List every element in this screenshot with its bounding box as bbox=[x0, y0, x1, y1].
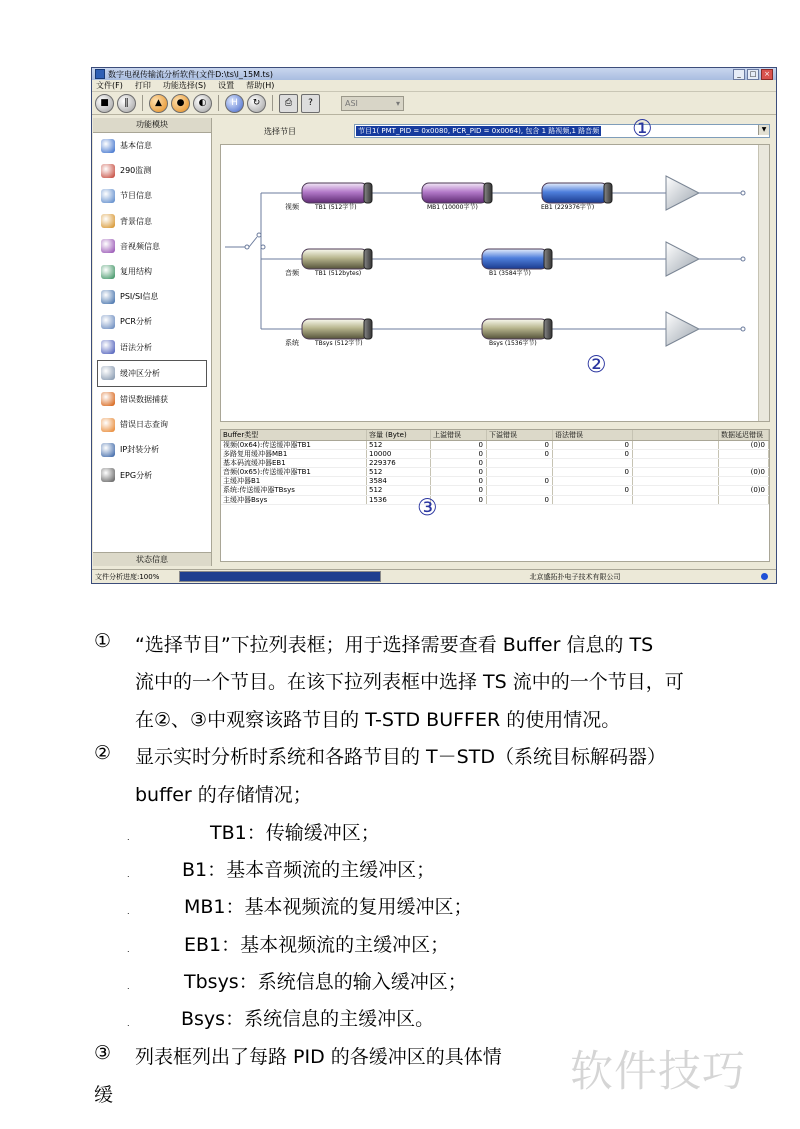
marker-1: ① bbox=[632, 116, 653, 142]
info-icon bbox=[101, 139, 115, 153]
table-cell: 主缓冲器B1 bbox=[221, 477, 367, 485]
item-marker: ② bbox=[94, 742, 112, 764]
table-cell: 0 bbox=[431, 468, 487, 476]
sidebar-item-label: 错误数据捕获 bbox=[120, 394, 168, 404]
definition-line: MB1：基本视频流的复用缓冲区； bbox=[184, 896, 473, 918]
interface-select[interactable]: ASI ▾ bbox=[341, 96, 404, 111]
pcr-icon bbox=[101, 315, 115, 329]
path-label: 音频 bbox=[285, 269, 299, 277]
buffer-label: TB1 (512bytes) bbox=[315, 270, 362, 277]
audio-decoder-icon bbox=[666, 242, 699, 276]
toolbar bbox=[92, 92, 776, 115]
paragraph-line: 流中的一个节目。在该下拉列表框中选择 TS 流中的一个节目，可 bbox=[135, 671, 684, 693]
buffer-label: TB1 (512字节) bbox=[315, 204, 357, 211]
table-cell bbox=[553, 496, 633, 504]
table-cell bbox=[633, 468, 719, 476]
sidebar-item-label: 基本信息 bbox=[120, 141, 152, 151]
syntax-icon bbox=[101, 340, 115, 354]
buffer-cap bbox=[364, 249, 372, 269]
menu-function[interactable]: 功能选择(S) bbox=[162, 81, 207, 90]
sidebar-header: 功能模块 bbox=[93, 118, 211, 133]
background-icon bbox=[101, 214, 115, 228]
sidebar-item-label: 复用结构 bbox=[120, 267, 152, 277]
buffer-diagram bbox=[220, 144, 770, 422]
buffer-label: MB1 (10000字节) bbox=[427, 204, 478, 211]
switch-line bbox=[249, 237, 257, 247]
title-bar bbox=[92, 68, 776, 80]
program-select-value: 节目1( PMT_PID = 0x0080, PCR_PID = 0x0064), 包含 1 路视频,1 路音频 bbox=[358, 127, 600, 135]
buffer-diagram-canvas bbox=[221, 145, 769, 421]
minimize-button[interactable]: _ bbox=[733, 69, 745, 80]
table-cell bbox=[487, 486, 553, 494]
table-row[interactable] bbox=[221, 477, 769, 486]
switch-node bbox=[257, 233, 261, 237]
menu-bar bbox=[92, 80, 776, 92]
buffer-cap bbox=[604, 183, 612, 203]
function-sidebar bbox=[93, 118, 212, 566]
table-cell: (0)0 bbox=[719, 486, 769, 494]
paragraph-line: 在②、③中观察该路节目的 T-STD BUFFER 的使用情况。 bbox=[135, 709, 621, 731]
sidebar-item[interactable] bbox=[93, 284, 211, 309]
table-cell: 视频(0x64):传送缓冲器TB1 bbox=[221, 441, 367, 449]
table-cell: 0 bbox=[487, 441, 553, 449]
video-decoder-icon bbox=[666, 176, 699, 210]
sidebar-item-label: 错误日志查询 bbox=[120, 420, 168, 430]
help-icon[interactable]: ? bbox=[301, 94, 320, 113]
switch-node bbox=[245, 245, 249, 249]
table-cell: 0 bbox=[553, 486, 633, 494]
settings-icon[interactable]: ◐ bbox=[193, 94, 212, 113]
table-cell: 0 bbox=[487, 450, 553, 458]
bullet: . bbox=[127, 945, 130, 954]
paragraph-line: 列表框列出了每路 PID 的各缓冲区的具体情 bbox=[135, 1046, 502, 1068]
path-label: 系统 bbox=[285, 339, 299, 347]
record-icon[interactable]: ● bbox=[171, 94, 190, 113]
sidebar-item-label: PCR分析 bbox=[120, 317, 152, 327]
buffer-label: B1 (3584字节) bbox=[489, 270, 531, 277]
mux-icon bbox=[101, 265, 115, 279]
marker-3: ③ bbox=[417, 495, 438, 521]
hex-view-icon[interactable]: H bbox=[225, 94, 244, 113]
definition-line: EB1：基本视频流的主缓冲区； bbox=[184, 934, 450, 956]
log-icon bbox=[101, 418, 115, 432]
buffer-cylinder bbox=[542, 183, 608, 203]
output-node bbox=[741, 257, 745, 261]
buffer-cap bbox=[544, 249, 552, 269]
buffer-label: TBsys (512字节) bbox=[315, 340, 363, 347]
sidebar-item[interactable] bbox=[93, 335, 211, 360]
table-cell: 0 bbox=[431, 450, 487, 458]
print-icon[interactable]: ⎙ bbox=[279, 94, 298, 113]
av-icon bbox=[101, 239, 115, 253]
path-label: 视频 bbox=[285, 203, 299, 211]
table-cell: 512 bbox=[367, 486, 431, 494]
close-button[interactable]: × bbox=[761, 69, 773, 80]
table-cell bbox=[553, 459, 633, 467]
progress-bar bbox=[179, 571, 381, 582]
sidebar-item[interactable] bbox=[93, 412, 211, 437]
paragraph-line: “选择节目”下拉列表框；用于选择需要查看 Buffer 信息的 TS bbox=[135, 634, 654, 656]
table-row[interactable] bbox=[221, 459, 769, 468]
buffer-cylinder bbox=[302, 249, 368, 269]
sidebar-footer[interactable]: 状态信息 bbox=[93, 552, 211, 566]
sidebar-item-label: 背景信息 bbox=[120, 216, 152, 226]
sidebar-item[interactable] bbox=[97, 360, 207, 387]
definition-line: TB1：传输缓冲区； bbox=[210, 822, 380, 844]
table-cell: 0 bbox=[487, 496, 553, 504]
sidebar-item[interactable] bbox=[93, 387, 211, 412]
menu-help[interactable]: 帮助(H) bbox=[246, 81, 275, 90]
table-cell bbox=[633, 496, 719, 504]
buffer-cylinder bbox=[482, 319, 548, 339]
program-select-row bbox=[217, 124, 770, 138]
table-cell: 系统:传送缓冲器TBsys bbox=[221, 486, 367, 494]
table-cell: 主缓冲器Bsys bbox=[221, 496, 367, 504]
table-row[interactable] bbox=[221, 486, 769, 495]
table-cell: 0 bbox=[431, 496, 487, 504]
table-cell bbox=[487, 459, 553, 467]
table-cell bbox=[633, 450, 719, 458]
bullet: . bbox=[127, 870, 130, 879]
table-cell: 0 bbox=[553, 468, 633, 476]
paragraph-line: 显示实时分析时系统和各路节目的 T－STD（系统目标解码器） bbox=[135, 746, 666, 768]
sidebar-item-label: 语法分析 bbox=[120, 342, 152, 352]
paragraph-line: 缓 bbox=[94, 1084, 114, 1106]
table-cell bbox=[633, 477, 719, 485]
table-cell bbox=[487, 468, 553, 476]
table-row[interactable] bbox=[221, 468, 769, 477]
status-indicator-icon bbox=[761, 573, 768, 580]
table-cell: 基本码流缓冲器EB1 bbox=[221, 459, 367, 467]
sidebar-item[interactable] bbox=[93, 437, 211, 462]
buffer-cylinder bbox=[302, 183, 368, 203]
output-node bbox=[741, 327, 745, 331]
menu-print[interactable]: 打印 bbox=[134, 81, 151, 90]
table-cell: (0)0 bbox=[719, 441, 769, 449]
switch-node bbox=[261, 245, 265, 249]
stop-icon[interactable]: ■ bbox=[95, 94, 114, 113]
watermark: 软件技巧 bbox=[570, 1047, 746, 1097]
sidebar-item[interactable] bbox=[93, 209, 211, 234]
table-row[interactable] bbox=[221, 450, 769, 459]
bullet: . bbox=[127, 833, 130, 842]
table-cell bbox=[719, 496, 769, 504]
table-cell: (0)0 bbox=[719, 468, 769, 476]
buffer-cap bbox=[364, 319, 372, 339]
sidebar-item-label: 节目信息 bbox=[120, 191, 152, 201]
menu-settings[interactable]: 设置 bbox=[218, 81, 235, 90]
psi-icon bbox=[101, 290, 115, 304]
sidebar-item-label: 290监测 bbox=[120, 166, 152, 176]
monitor-icon bbox=[101, 164, 115, 178]
company-name: 北京盛拓扑电子技术有限公司 bbox=[529, 572, 621, 581]
program-icon bbox=[101, 189, 115, 203]
capture-icon bbox=[101, 392, 115, 406]
table-cell: 0 bbox=[487, 477, 553, 485]
bullet: . bbox=[127, 982, 130, 991]
table-cell: 512 bbox=[367, 441, 431, 449]
table-row[interactable] bbox=[221, 441, 769, 450]
chevron-down-icon: ▾ bbox=[395, 98, 400, 108]
ip-icon bbox=[101, 443, 115, 457]
menu-file[interactable]: 文件(F) bbox=[96, 81, 123, 90]
output-node bbox=[741, 191, 745, 195]
system-decoder-icon bbox=[666, 312, 699, 346]
chevron-down-icon[interactable]: ▼ bbox=[758, 125, 769, 135]
app-window bbox=[91, 67, 777, 584]
marker-2: ② bbox=[586, 352, 607, 378]
table-cell: 3584 bbox=[367, 477, 431, 485]
table-cell: 音频(0x65):传送缓冲器TB1 bbox=[221, 468, 367, 476]
buffer-cylinder bbox=[482, 249, 548, 269]
table-cell: 0 bbox=[431, 477, 487, 485]
open-file-icon[interactable]: ▲ bbox=[149, 94, 168, 113]
table-cell bbox=[633, 441, 719, 449]
buffer-cap bbox=[544, 319, 552, 339]
refresh-icon[interactable]: ↻ bbox=[247, 94, 266, 113]
table-cell: 0 bbox=[553, 441, 633, 449]
sidebar-item[interactable] bbox=[93, 133, 211, 158]
progress-text: 文件分析进度:100% bbox=[95, 572, 160, 581]
item-marker: ③ bbox=[94, 1042, 112, 1064]
table-cell: 多路复用缓冲器MB1 bbox=[221, 450, 367, 458]
app-icon bbox=[95, 69, 105, 79]
sidebar-item-label: EPG分析 bbox=[120, 470, 153, 480]
sidebar-item[interactable] bbox=[93, 183, 211, 208]
table-cell bbox=[719, 459, 769, 467]
sidebar-item-label: PSI/SI信息 bbox=[120, 292, 159, 302]
table-cell: 10000 bbox=[367, 450, 431, 458]
table-cell bbox=[553, 477, 633, 485]
table-header: Buffer类型 容量 (Byte) 上溢错误 下溢错误 语法错误 数据延迟错误 bbox=[221, 430, 769, 441]
item-marker: ① bbox=[94, 630, 112, 652]
buffer-label: Bsys (1536字节) bbox=[489, 340, 537, 347]
definition-line: Bsys：系统信息的主缓冲区。 bbox=[181, 1008, 435, 1030]
table-row[interactable] bbox=[221, 496, 769, 505]
sidebar-item[interactable] bbox=[93, 158, 211, 183]
sidebar-item[interactable] bbox=[93, 309, 211, 334]
table-cell: 0 bbox=[553, 450, 633, 458]
sidebar-item-label: 音视频信息 bbox=[120, 241, 160, 251]
table-cell: 1536 bbox=[367, 496, 431, 504]
table-cell: 512 bbox=[367, 468, 431, 476]
sidebar-item[interactable] bbox=[93, 462, 211, 487]
buffer-cap bbox=[484, 183, 492, 203]
buffer-cylinder bbox=[302, 319, 368, 339]
definition-line: B1：基本音频流的主缓冲区； bbox=[182, 859, 436, 881]
sidebar-item[interactable] bbox=[93, 259, 211, 284]
maximize-button[interactable]: □ bbox=[747, 69, 759, 80]
pause-icon[interactable]: ‖ bbox=[117, 94, 136, 113]
table-cell bbox=[719, 477, 769, 485]
buffer-icon bbox=[101, 366, 115, 380]
buffer-table bbox=[220, 429, 770, 562]
table-cell bbox=[719, 450, 769, 458]
buffer-cap bbox=[364, 183, 372, 203]
paragraph-line: buffer 的存储情况； bbox=[135, 784, 312, 806]
epg-icon bbox=[101, 468, 115, 482]
table-cell: 229376 bbox=[367, 459, 431, 467]
bullet: . bbox=[127, 907, 130, 916]
definition-line: Tbsys：系统信息的输入缓冲区； bbox=[184, 971, 467, 993]
table-cell: 0 bbox=[431, 459, 487, 467]
diagram-scrollbar[interactable] bbox=[758, 145, 769, 421]
window-title: 数字电视传输流分析软件(文件D:\ts\l_15M.ts) bbox=[108, 69, 273, 79]
sidebar-item-label: 缓冲区分析 bbox=[120, 368, 160, 378]
table-cell: 0 bbox=[431, 486, 487, 494]
program-select-label: 选择节目 bbox=[264, 126, 296, 136]
sidebar-item-label: IP封装分析 bbox=[120, 445, 160, 455]
sidebar-item[interactable] bbox=[93, 234, 211, 259]
program-select[interactable] bbox=[354, 124, 770, 138]
table-cell: 0 bbox=[431, 441, 487, 449]
bullet: . bbox=[127, 1019, 130, 1028]
buffer-label: EB1 (229376字节) bbox=[541, 204, 595, 211]
status-bar bbox=[92, 569, 776, 583]
table-cell bbox=[633, 486, 719, 494]
buffer-cylinder bbox=[422, 183, 488, 203]
table-cell bbox=[633, 459, 719, 467]
